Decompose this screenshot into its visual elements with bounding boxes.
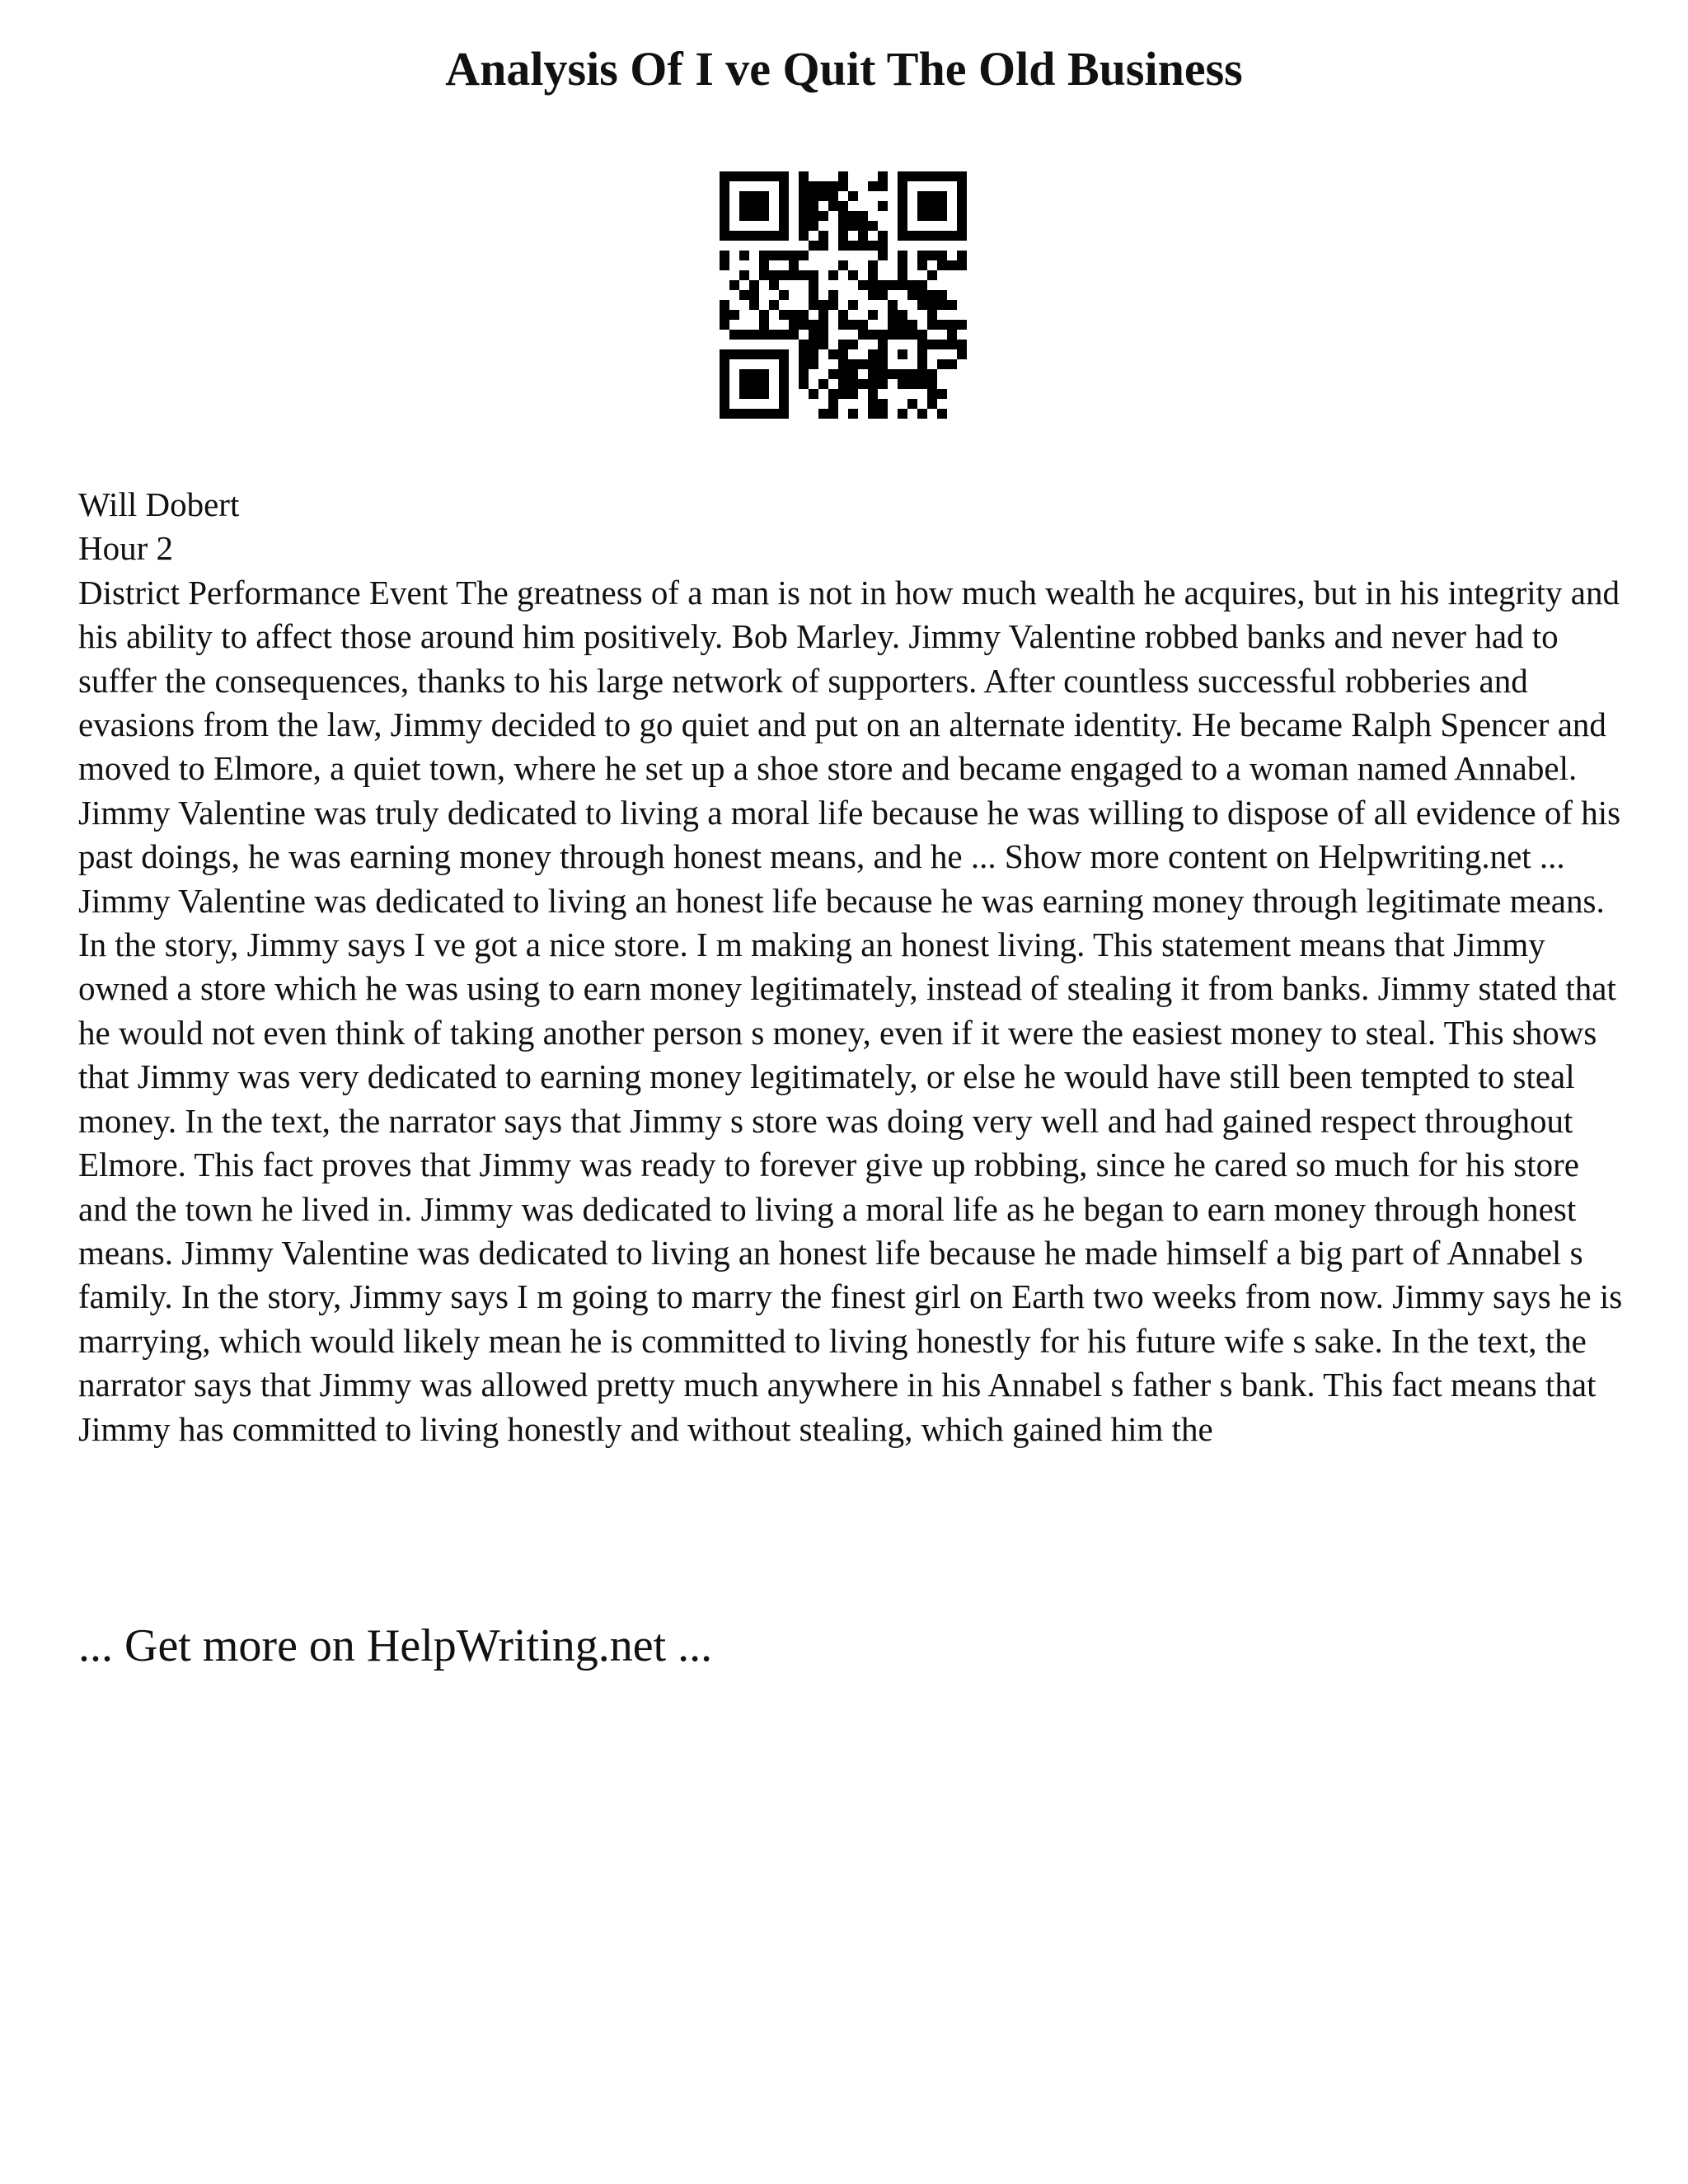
get-more-link[interactable]: ... Get more on HelpWriting.net ... bbox=[78, 1620, 713, 1671]
document-title: Analysis Of I ve Quit The Old Business bbox=[445, 42, 1243, 96]
body-paragraph-2: Jimmy Valentine was dedicated to living an honest life because he was earning money through legitimate means. In the story, Jimmy says I ve got a nice store. I m making an honest living. This statement means that Jimmy owned a store which he was using to earn money legitimately, instead of stealing it from banks. Jimmy stated that he would not even think of taking another person s money, even if it were the easiest money to steal. This shows that Jimmy was very dedicated to earning money legitimately, or else he would have still been tempted to steal money. In the text, the narrator says that Jimmy s store was doing very well and had gained respect throughout Elmore. This fact proves that Jimmy was ready to forever give up robbing, since he cared so much for his store and the town he lived in. Jimmy was dedicated to living a moral life as he began to earn money through honest means. Jimmy Valentine was dedicated to living an honest life because he made himself a big part of Annabel s family. In the story, Jimmy says I m going to marry the finest girl on Earth two weeks from now. Jimmy says he is marrying, which would likely mean he is committed to living honestly for his future wife s sake. In the text, the narrator says that Jimmy was allowed pretty much anywhere in his Annabel s father s bank. This fact means that Jimmy has committed to living honestly and without stealing, which gained him the bbox=[78, 881, 1623, 1448]
body-paragraph-1: District Performance Event The greatness of a man is not in how much wealth he acquires, but in his integrity and his ability to affect those around him positively. Bob Marley. Jimmy Valentine robbed banks and never had to suffer the consequences, thanks to his large network of supporters. After countless successful robberies and evasions from the law, Jimmy decided to go quiet and put on an alternate identity. He became Ralph Spencer and moved to Elmore, a quiet town, where he set up a shoe store and became engaged to a woman named Annabel. Jimmy Valentine was truly dedicated to living a moral life because he was willing to dispose of all evidence of his past doings, he was earning money through honest means, and he ... Show more content on Helpwriting.net ... bbox=[78, 573, 1621, 876]
document-body bbox=[78, 483, 1628, 1451]
qr-code-icon bbox=[720, 171, 967, 419]
class-hour: Hour 2 bbox=[78, 529, 174, 568]
author-name: Will Dobert bbox=[78, 485, 240, 523]
